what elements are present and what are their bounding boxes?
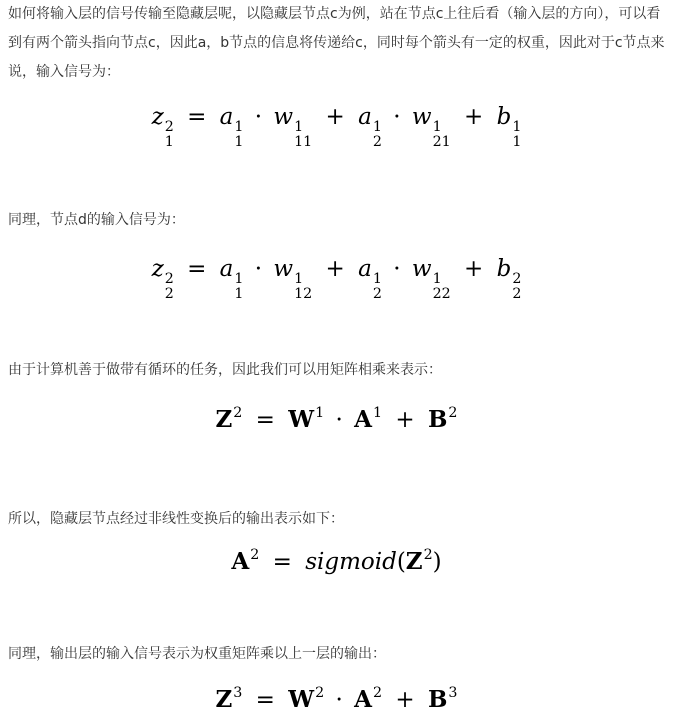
script-a2: 1 2 (372, 119, 382, 151)
var-a2: a (358, 256, 372, 282)
sup-Z: 3 (233, 685, 243, 701)
plus-sign: + (395, 406, 415, 433)
var-b: b (496, 256, 512, 282)
equals-sign: = (255, 686, 275, 713)
sup-A: 1 (372, 405, 383, 421)
formula-z22 (0, 256, 673, 302)
equals-sign: = (255, 406, 275, 433)
paragraph-matrix: 由于计算机善于做带有循环的任务，因此我们可以用矩阵相乘来表示： (8, 362, 442, 378)
sup-Z: 2 (423, 547, 433, 563)
right-paren: ) (432, 548, 442, 575)
paragraph-node-d: 同理，节点d的输入信号为： (8, 212, 185, 228)
formula-z12 (0, 104, 673, 150)
script-w21: 1 21 (432, 119, 451, 151)
var-a2: a (358, 104, 372, 130)
var-A: A (354, 405, 372, 433)
script-w22: 1 22 (432, 271, 451, 303)
sup-B: 2 (448, 405, 458, 421)
var-b: b (496, 104, 512, 130)
script-b: 1 1 (512, 119, 522, 151)
equals-sign: = (187, 104, 207, 130)
dot-operator: · (335, 406, 343, 433)
var-Z: Z (405, 547, 423, 575)
plus-sign: + (464, 104, 484, 130)
plus-sign: + (464, 256, 484, 282)
sup-B: 3 (448, 685, 458, 701)
var-A: A (354, 685, 372, 713)
var-B: B (427, 405, 448, 433)
dot-operator: · (393, 256, 401, 282)
var-W: W (288, 405, 315, 433)
script-w12: 1 12 (294, 271, 313, 303)
sup-A: 2 (372, 685, 383, 701)
left-paren: ( (396, 548, 406, 575)
equals-sign: = (187, 256, 207, 282)
var-Z: Z (215, 405, 233, 433)
plus-sign: + (325, 256, 345, 282)
dot-operator: · (335, 686, 343, 713)
var-A: A (231, 547, 250, 575)
var-w22: w (411, 256, 432, 282)
paragraph-sigmoid: 所以，隐藏层节点经过非线性变换后的输出表示如下： (8, 511, 344, 527)
script-w11: 1 11 (294, 119, 313, 151)
var-Z: Z (215, 685, 233, 713)
var-w11: w (273, 104, 294, 130)
paragraph-input-to-hidden: 如何将输入层的信号传输至隐藏层呢，以隐藏层节点c为例，站在节点c上往后看（输入层的方向），可以看到有两个箭头指向节点c，因此a，b节点的信息将传递给c，同时每个箭头有一定的权重，因此对于c节点来说，输入信号为： (8, 6, 665, 80)
sup-Z: 2 (233, 405, 243, 421)
script-z: 2 1 (164, 119, 174, 151)
sup-W: 2 (315, 685, 325, 701)
dot-operator: · (393, 104, 401, 130)
var-B: B (427, 685, 448, 713)
var-W: W (288, 685, 315, 713)
script-z: 2 2 (164, 271, 174, 303)
script-b: 2 2 (512, 271, 522, 303)
formula-Z2-matrix (0, 405, 673, 433)
sup-A: 2 (250, 547, 260, 563)
equals-sign: = (272, 548, 292, 575)
var-a1: a (219, 256, 234, 282)
formula-Z3-matrix (0, 685, 673, 713)
plus-sign: + (395, 686, 415, 713)
plus-sign: + (325, 104, 345, 130)
dot-operator: · (254, 104, 263, 130)
var-z: z (151, 256, 164, 282)
script-a2: 1 2 (372, 271, 382, 303)
fn-sigmoid: sigmoid (305, 548, 397, 575)
formula-A2-sigmoid (0, 547, 673, 575)
sup-W: 1 (315, 405, 325, 421)
dot-operator: · (254, 256, 263, 282)
var-w12: w (273, 256, 294, 282)
var-z: z (151, 104, 164, 130)
script-a1: 1 1 (234, 271, 244, 303)
var-w21: w (411, 104, 432, 130)
script-a1: 1 1 (234, 119, 244, 151)
paragraph-output-layer: 同理，输出层的输入信号表示为权重矩阵乘以上一层的输出： (8, 646, 386, 662)
var-a1: a (219, 104, 234, 130)
